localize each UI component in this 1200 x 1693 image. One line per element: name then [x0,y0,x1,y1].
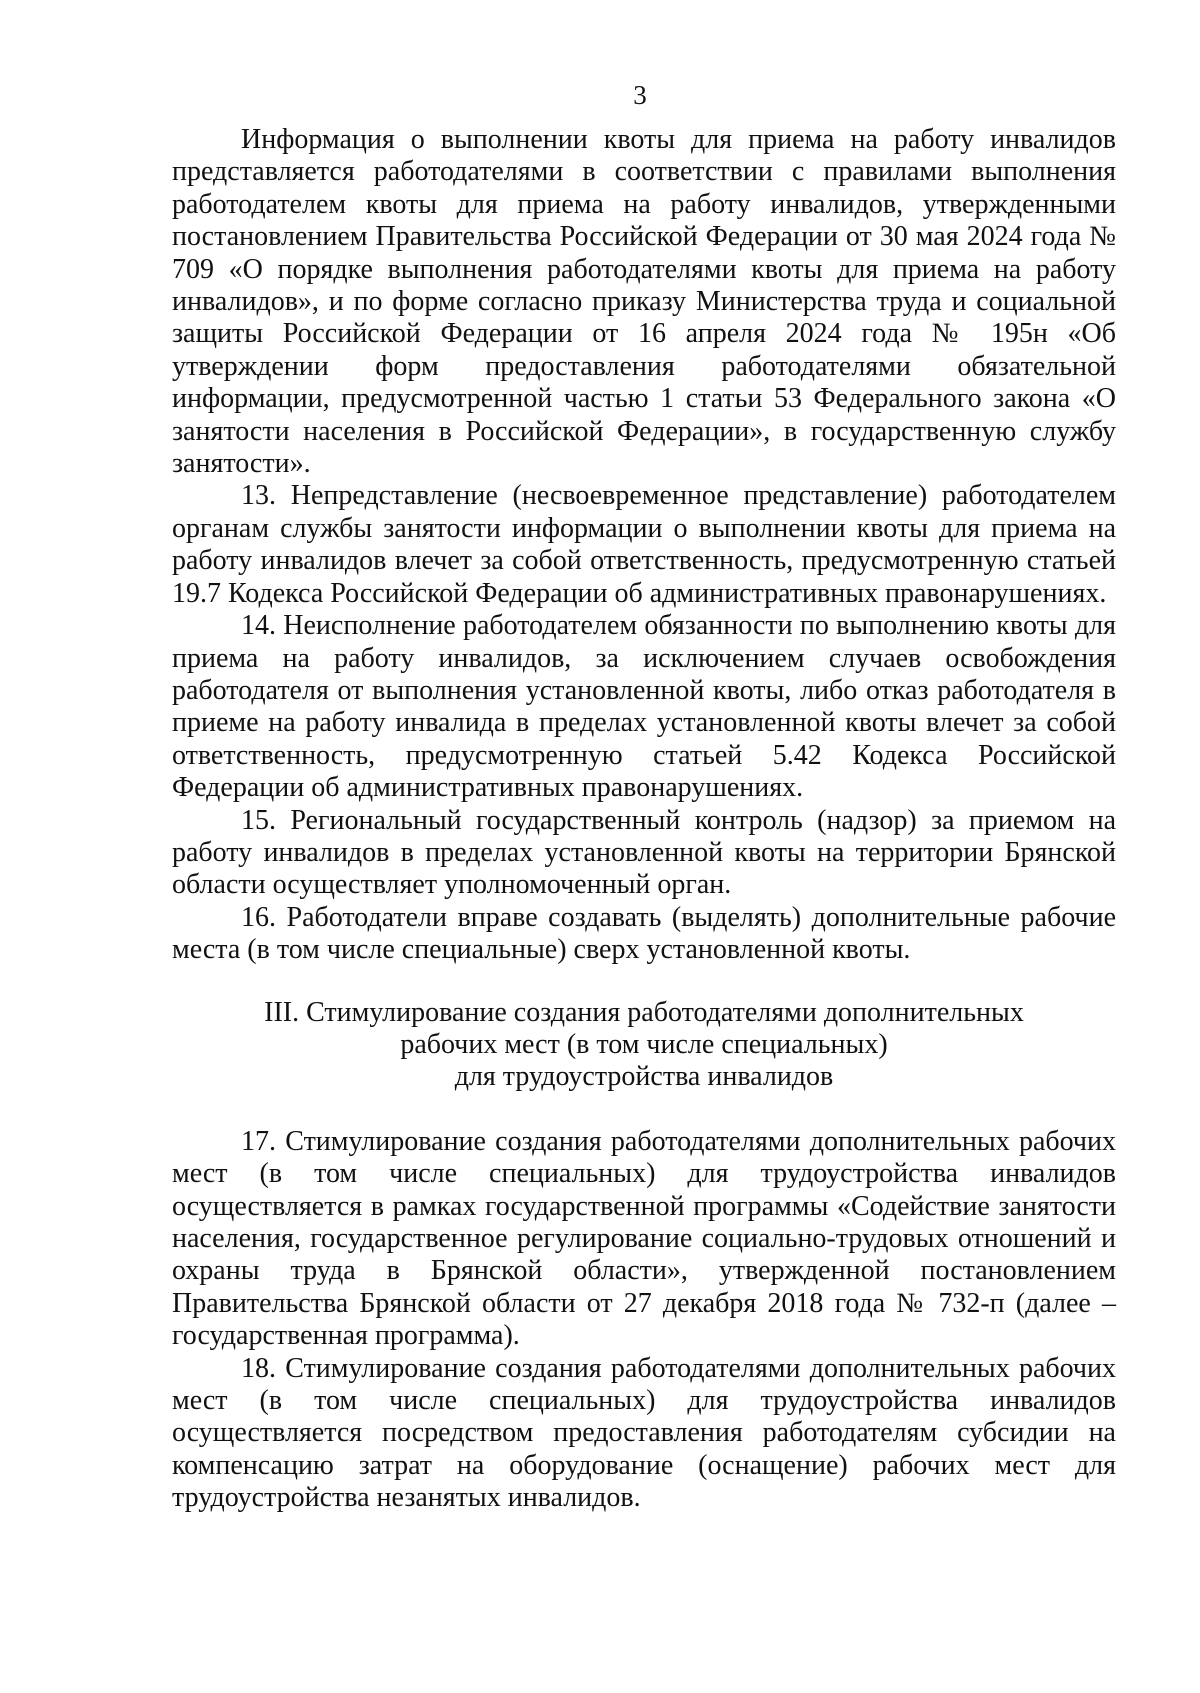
paragraph-quota-information: Информация о выполнении квоты для приема на работу инвалидов представляется работодателями в соответствии с правилами выполнения работодателем квоты для приема на работу инвалидов, утвержденными постановлением Правительства Российской Федерации от 30 мая 2024 года № 709 «О порядке выполнения работодателями квоты для приема на работу инвалидов», и по форме согласно приказу Министерства труда и социальной защиты Российской Федерации от 16 апреля 2024 года № 195н «Об утверждении форм предоставления работодателями обязательной информации, предусмотренной частью 1 статьи 53 Федерального закона «О занятости населения в Российской Федерации», в государственную службу занятости». [172,124,1116,480]
paragraph-18: 18. Стимулирование создания работодателями дополнительных рабочих мест (в том числе специальных) для трудоустройства инвалидов осуществляется посредством предоставления работодателям субсидии на компенсацию затрат на оборудование (оснащение) рабочих мест для трудоустройства незанятых инвалидов. [172,1352,1116,1514]
section-heading-line-3: для трудоустройства инвалидов [454,1061,834,1093]
paragraph-16: 16. Работодатели вправе создавать (выделять) дополнительные рабочие места (в том числе специальные) сверх установленной квоты. [172,901,1116,966]
paragraph-15: 15. Региональный государственный контроль (надзор) за приемом на работу инвалидов в пределах установленной квоты на территории Брянской области осуществляет уполномоченный орган. [172,804,1116,901]
section-heading-line-2: рабочих мест (в том числе специальных) [400,1028,888,1060]
page-number: 3 [633,80,647,110]
paragraph-17: 17. Стимулирование создания работодателями дополнительных рабочих мест (в том числе специальных) для трудоустройства инвалидов осуществляется в рамках государственной программы «Содействие занятости населения, государственное регулирование социально-трудовых отношений и охраны труда в Брянской области», утвержденной постановлением Правительства Брянской области от 27 декабря 2018 года № 732-п (далее – государственная программа). [172,1125,1116,1352]
paragraph-13: 13. Непредставление (несвоевременное представление) работодателем органам службы занятости информации о выполнении квоты для приема на работу инвалидов влечет за собой ответственность, предусмотренную статьей 19.7 Кодекса Российской Федерации об административных правонарушениях. [172,480,1116,609]
paragraph-14: 14. Неисполнение работодателем обязанности по выполнению квоты для приема на работу инвалидов, за исключением случаев освобождения работодателя от выполнения установленной квоты, либо отказ работодателя в приеме на работу инвалида в пределах установленной квоты влечет за собой ответственность, предусмотренную статьей 5.42 Кодекса Российской Федерации об административных правонарушениях. [172,610,1116,804]
document-body [172,124,1116,1515]
section-heading [172,997,1116,1094]
section-heading-line-1: III. Стимулирование создания работодателями дополнительных [264,996,1024,1028]
